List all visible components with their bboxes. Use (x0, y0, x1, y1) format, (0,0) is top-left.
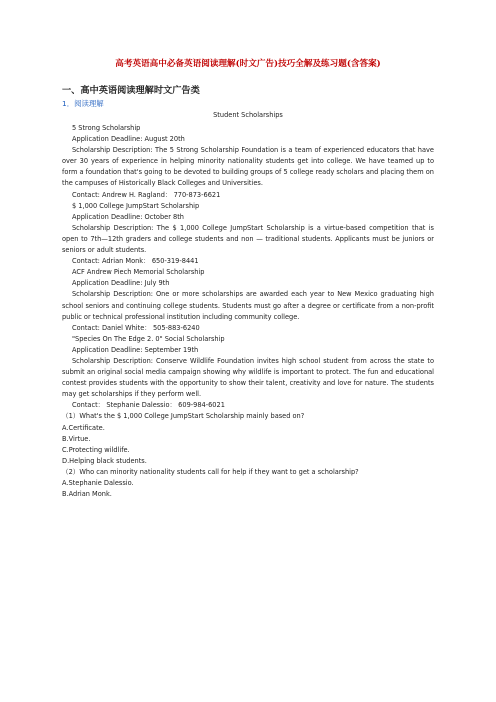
scholarship-description: Scholarship Description: The $ 1,000 College JumpStart Scholarship is a virtue-based competition that is open to 7th—12th graders and college students and non — traditional students. Applicants must be juniors or seniors or adult students. (62, 223, 434, 255)
scholarship-deadline: Application Deadline: August 20th (72, 135, 185, 144)
scholarship-name: "Species On The Edge 2. 0" Social Scholarship (72, 334, 225, 343)
answer-option: C.Protecting wildlife. (62, 445, 130, 454)
scholarship-name: 5 Strong Scholarship (72, 124, 141, 132)
scholarship-contact: Contact: Adrian Monk： 650-319-8441 (72, 257, 199, 266)
answer-option: B.Virtue. (62, 434, 91, 443)
section-heading: 一、高中英语阅读理解时文广告类 (62, 85, 200, 96)
answer-option: B.Adrian Monk. (62, 490, 112, 499)
scholarship-deadline: Application Deadline: October 8th (72, 212, 184, 221)
scholarship-name: ACF Andrew Piech Memorial Scholarship (72, 268, 205, 277)
question-stem: （2）Who can minority nationality students call for help if they want to get a scholarship? (62, 467, 359, 476)
scholarship-deadline: Application Deadline: September 19th (72, 345, 199, 354)
document-title: 高考英语高中必备英语阅读理解(时文广告)技巧全解及练习题(含答案) (115, 59, 381, 69)
scholarship-description: Scholarship Description: The 5 Strong Scholarship Foundation is a team of experienced educators that have over 30 years of experience in helping minority nationality students get into college. We have teamed up to form a foundation that's going to be devoted to building groups of 5 college ready scholars and placing them on the campuses of Historically Black Colleges and Universities. (62, 146, 434, 188)
answer-option: A.Stephanie Dalessio. (62, 479, 134, 487)
answer-option: D.Helping black students. (62, 456, 147, 465)
article-title: Student Scholarships (213, 111, 283, 119)
answer-option: A.Certificate. (62, 423, 105, 432)
question-stem: （1）What's the $ 1,000 College JumpStart Scholarship mainly based on? (62, 412, 305, 421)
scholarship-name: $ 1,000 College JumpStart Scholarship (72, 201, 200, 210)
scholarship-description: Scholarship Description: Conserve Wildlife Foundation invites high school student from across the state to submit an original social media campaign showing why wildlife is important to protect. The fun and educational contest provides students with the opportunity to show their talent, creativity and love for nature. The students may get scholarships if they perform well. (62, 356, 434, 399)
scholarship-contact: Contact: Daniel White： 505-883-6240 (72, 323, 200, 332)
scholarship-description: Scholarship Description: One or more scholarships are awarded each year to New Mexico graduating high school seniors and continuing college students. Students must go after a degree or certificate from a non-profit public or technical professional institution including community college. (62, 290, 434, 321)
scholarship-deadline: Application Deadline: July 9th (72, 279, 170, 288)
scholarship-contact: Contact: Andrew H. Ragland： 770-873-6621 (72, 190, 221, 199)
question-number: 1．阅读理解 (62, 99, 104, 108)
scholarship-contact: Contact： Stephanie Dalessio： 609-984-6021 (72, 401, 225, 410)
